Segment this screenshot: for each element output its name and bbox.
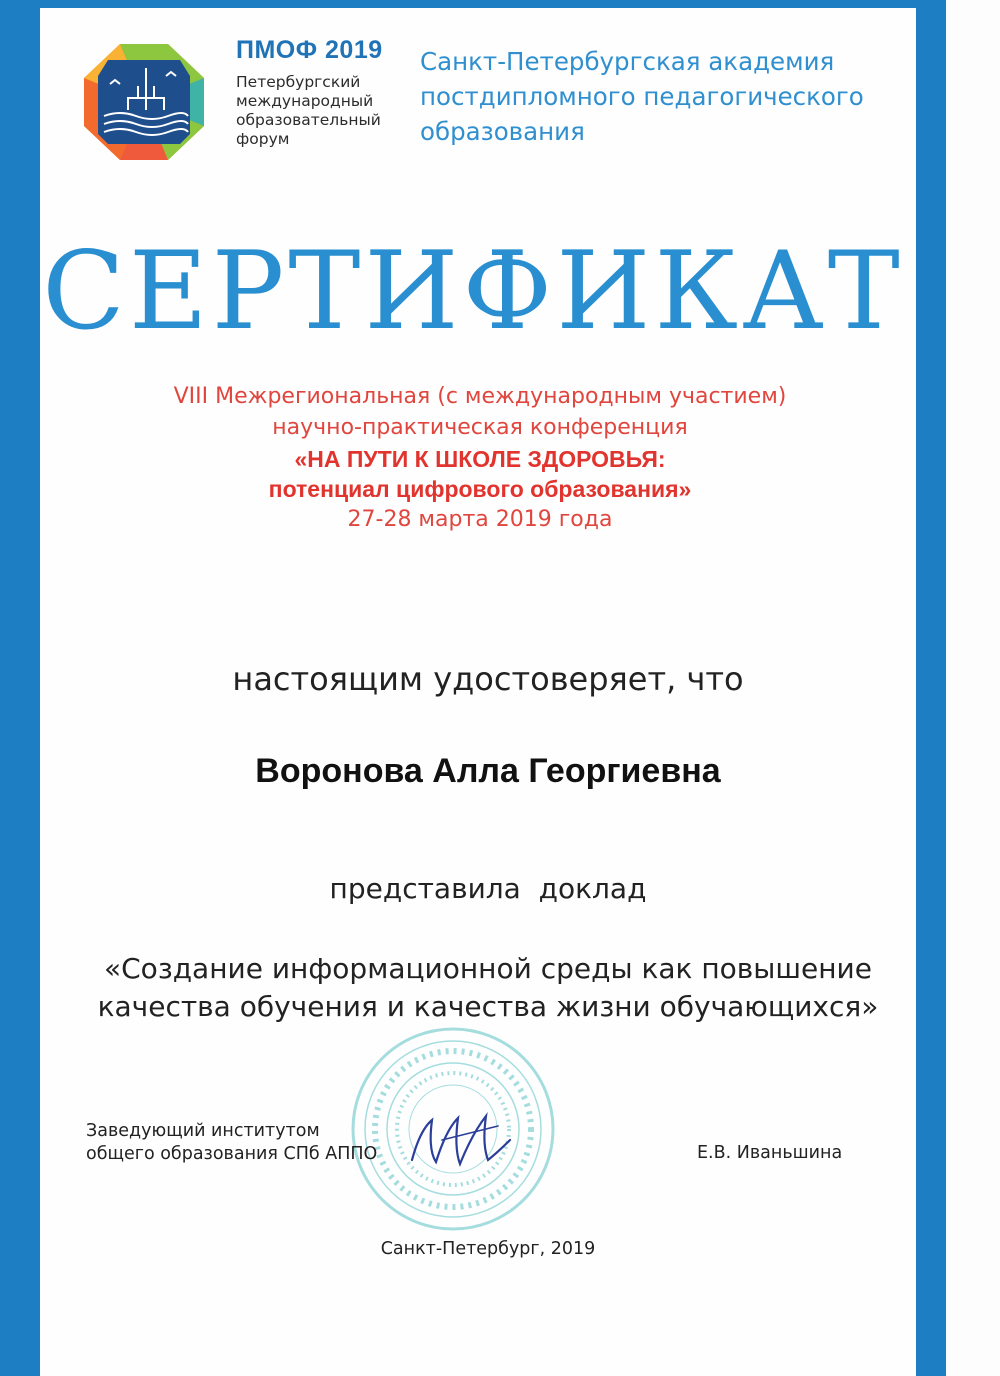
action-text: представила доклад	[329, 872, 647, 905]
signer-position-line: общего образования СПб АППО	[86, 1144, 378, 1164]
signer-name: Е.В. Иваньшина	[697, 1143, 843, 1163]
signer-position-line: Заведующий институтом	[86, 1121, 320, 1141]
academy-name	[420, 44, 864, 149]
forum-name-line: международный	[236, 92, 374, 110]
conference-title-line-2: потенциал цифрового образования»	[268, 476, 692, 502]
conference-title-line-1: «НА ПУТИ К ШКОЛЕ ЗДОРОВЬЯ:	[294, 446, 666, 472]
forum-title: ПМОФ 2019	[236, 36, 383, 64]
signer-position	[86, 1120, 377, 1166]
certificate-title: СЕРТИФИКАТ	[42, 229, 904, 354]
certifies-text: настоящим удостоверяет, что	[232, 660, 744, 698]
academy-name-line: образования	[420, 117, 585, 146]
city-year: Санкт-Петербург, 2019	[380, 1239, 596, 1259]
conference-line-2: научно-практическая конференция	[272, 415, 688, 440]
forum-name-line: Петербургский	[236, 73, 361, 91]
pmof-logo	[80, 40, 208, 164]
report-title-line-2: качества обучения и качества жизни обучающихся»	[97, 990, 879, 1023]
academy-name-line: постдипломного педагогического	[420, 82, 864, 111]
conference-line-1: VIII Межрегиональная (с международным участием)	[173, 384, 787, 409]
forum-name	[236, 73, 381, 149]
report-title-line-1: «Создание информационной среды как повышение	[104, 952, 872, 985]
signature	[402, 1100, 522, 1180]
conference-dates: 27-28 марта 2019 года	[347, 507, 613, 532]
forum-name-line: форум	[236, 130, 290, 148]
academy-name-line: Санкт-Петербургская академия	[420, 47, 835, 76]
forum-name-line: образовательный	[236, 111, 381, 129]
recipient-name: Воронова Алла Георгиевна	[255, 752, 721, 790]
